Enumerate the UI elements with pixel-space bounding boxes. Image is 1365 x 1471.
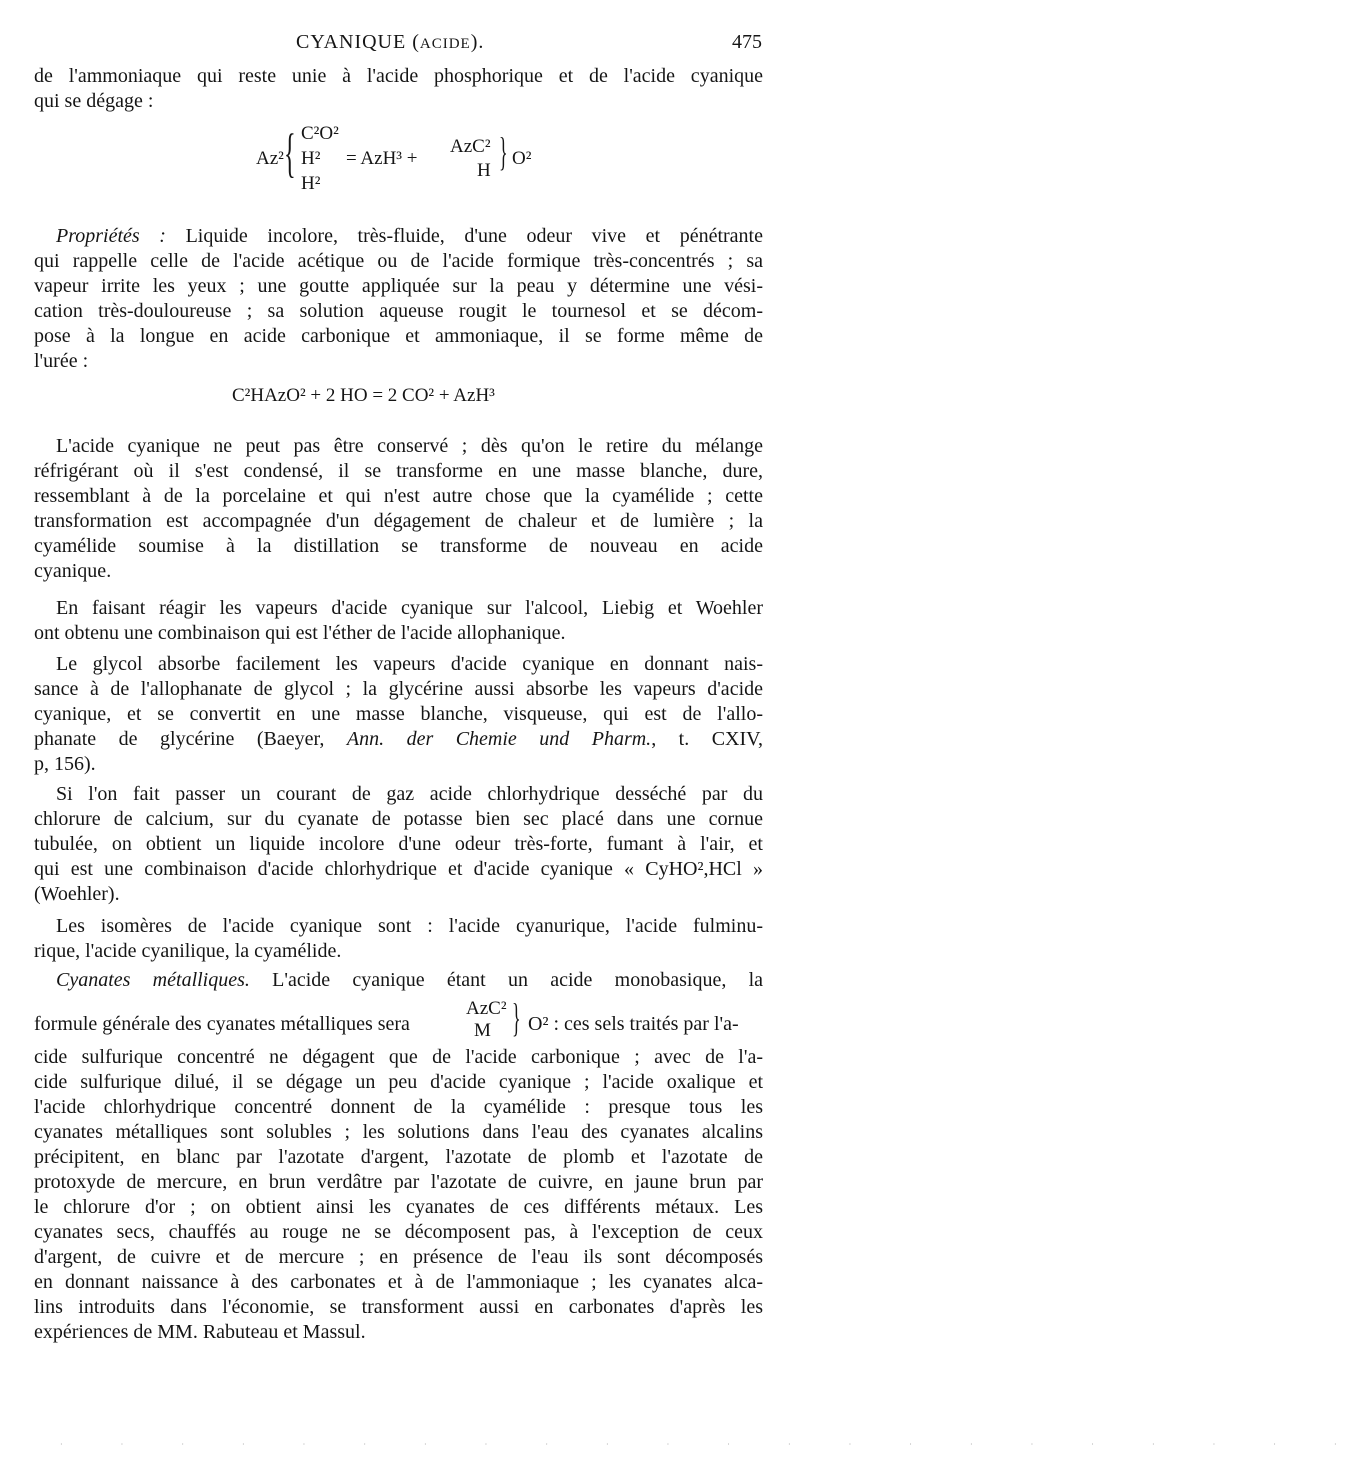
text-line: tubulée, on obtient un liquide incolore d'une odeur très-forte, fumant à l'air, et	[34, 833, 763, 855]
text-line: p, 156).	[34, 753, 96, 775]
page-number: 475	[732, 31, 762, 53]
paragraph-isomers	[34, 914, 763, 964]
text-line: lins introduits dans l'économie, se transforment aussi en carbonates d'après les	[34, 1296, 763, 1318]
formula-bottom: M	[474, 1020, 491, 1041]
text-line: le chlorure d'or ; on obtient ainsi les cyanates de ces différents métaux. Les	[34, 1196, 763, 1218]
text-line: pose à la longue en acide carbonique et ammoniaque, il se forme même de	[34, 325, 763, 347]
right-brace: }	[499, 129, 508, 174]
equation-2: C²HAzO² + 2 HO = 2 CO² + AzH³	[232, 385, 495, 406]
paragraph-glycol	[34, 652, 763, 777]
formula-term: H²	[301, 173, 321, 194]
text-line: ont obtenu une combinaison qui est l'éther de l'acide allophanique.	[34, 622, 566, 644]
formula-equals: = AzH³ +	[346, 148, 418, 169]
text-line	[34, 968, 763, 993]
text-line: en donnant naissance à des carbonates et à de l'ammoniaque ; les cyanates alca-	[34, 1271, 763, 1293]
text-line: Si l'on fait passer un courant de gaz acide chlorhydrique desséché par du	[56, 783, 763, 805]
scan-noise: · · · · · · · · · · · · · · · · · · · · · ·	[60, 1440, 1365, 1449]
text-line: cide sulfurique dilué, il se dégage un peu d'acide cyanique ; l'acide oxalique et	[34, 1071, 763, 1093]
text-line: d'argent, de cuivre et de mercure ; en présence de l'eau ils sont décomposés	[34, 1246, 763, 1268]
properties-label: Propriétés :	[56, 225, 166, 247]
text-line: l'urée :	[34, 350, 89, 372]
text-line: L'acide cyanique ne peut pas être conservé ; dès qu'on le retire du mélange	[56, 435, 763, 457]
text-line: Les isomères de l'acide cyanique sont : l'acide cyanurique, l'acide fulminu-	[56, 915, 763, 937]
text-line: (Woehler).	[34, 883, 120, 905]
text-line: expériences de MM. Rabuteau et Massul.	[34, 1321, 366, 1343]
left-brace: {	[284, 123, 296, 183]
inline-formula-line	[34, 996, 763, 1044]
paragraph-cyanates-body	[34, 1045, 763, 1345]
title-small-caps: ACIDE	[419, 36, 471, 52]
text-line: transformation est accompagnée d'un dégagement de chaleur et de lumière ; la	[34, 510, 763, 532]
cyanates-label: Cyanates métalliques.	[56, 969, 250, 991]
text-segment: formule générale des cyanates métalliques sera	[34, 1013, 410, 1035]
citation-italic: Ann. der Chemie und Pharm.	[346, 728, 652, 750]
formula-lhs: Az²	[256, 148, 284, 169]
running-header	[0, 30, 800, 56]
text-line: Le glycol absorbe facilement les vapeurs d'acide cyanique en donnant nais-	[56, 653, 763, 675]
text-line: protoxyde de mercure, en brun verdâtre par l'azotate de cuivre, en jaune brun par	[34, 1171, 763, 1193]
text-line: En faisant réagir les vapeurs d'acide cyanique sur l'alcool, Liebig et Woehler	[56, 597, 763, 619]
text-line: cyanique.	[34, 560, 112, 582]
formula-term: C²O²	[301, 123, 339, 144]
text-line: cyanates secs, chauffés au rouge ne se décomposent pas, à l'exception de ceux	[34, 1221, 763, 1243]
formula-rhs-tail: O²	[512, 148, 532, 169]
title-main: CYANIQUE (	[296, 31, 420, 53]
paragraph-ether	[34, 596, 763, 646]
text-segment: , t. CXIV,	[651, 728, 763, 750]
text-line: cide sulfurique concentré ne dégagent que de l'acide carbonique ; avec de l'a-	[34, 1046, 763, 1068]
text-line: vapeur irrite les yeux ; une goutte appliquée sur la peau y détermine une vési-	[34, 275, 763, 297]
text-line: cation très-douloureuse ; sa solution aqueuse rougit le tournesol et se décom-	[34, 300, 763, 322]
text-line: qui se dégage :	[34, 90, 154, 112]
text-segment: L'acide cyanique étant un acide monobasique, la	[272, 969, 764, 991]
text-line: de l'ammoniaque qui reste unie à l'acide phosphorique et de l'acide cyanique	[34, 65, 763, 87]
text-line: ressemblant à de la porcelaine et qui n'est autre chose que la cyamélide ; cette	[34, 485, 763, 507]
text-line	[34, 224, 763, 249]
text-line: réfrigérant où il s'est condensé, il se transforme en une masse blanche, dure,	[34, 460, 763, 482]
paragraph-cyanates	[34, 968, 763, 993]
text-line	[34, 727, 763, 752]
paragraph-conservation	[34, 434, 763, 584]
text-line: cyamélide soumise à la distillation se transforme de nouveau en acide	[34, 535, 763, 557]
text-segment: O² : ces sels traités par l'a-	[528, 1013, 739, 1035]
intro-paragraph	[34, 64, 763, 114]
formula-top: AzC²	[466, 998, 507, 1019]
text-line: cyanates métalliques sont solubles ; les solutions dans l'eau des cyanates alcalins	[34, 1121, 763, 1143]
equation-1	[256, 118, 556, 198]
right-brace: }	[512, 995, 521, 1040]
text-line: qui rappelle celle de l'acide acétique ou de l'acide formique très-concentrés ; sa	[34, 250, 763, 272]
text-line: cyanique, et se convertit en une masse blanche, visqueuse, qui est de l'allo-	[34, 703, 763, 725]
formula-rhs-top: AzC²	[450, 136, 491, 157]
text-line: précipitent, en blanc par l'azotate d'argent, l'azotate de plomb et l'azotate de	[34, 1146, 763, 1168]
properties-paragraph	[34, 224, 763, 374]
text-line: rique, l'acide cyanilique, la cyamélide.	[34, 940, 342, 962]
paragraph-chlorhydric	[34, 782, 763, 907]
text-line: sance à de l'allophanate de glycol ; la glycérine aussi absorbe les vapeurs d'acide	[34, 678, 763, 700]
title-end: ).	[470, 31, 485, 53]
text-line: chlorure de calcium, sur du cyanate de potasse bien sec placé dans une cornue	[34, 808, 763, 830]
text-segment: phanate de glycérine (Baeyer,	[34, 728, 325, 750]
running-title	[296, 30, 484, 57]
formula-rhs-bottom: H	[477, 160, 491, 181]
text-line: l'acide chlorhydrique concentré donnent de la cyamélide : presque tous les	[34, 1096, 763, 1118]
formula-term: H²	[301, 148, 321, 169]
text-line: qui est une combinaison d'acide chlorhydrique et d'acide cyanique « CyHO²,HCl »	[34, 858, 763, 880]
text-segment: Liquide incolore, très-fluide, d'une odeur vive et pénétrante	[185, 225, 763, 247]
